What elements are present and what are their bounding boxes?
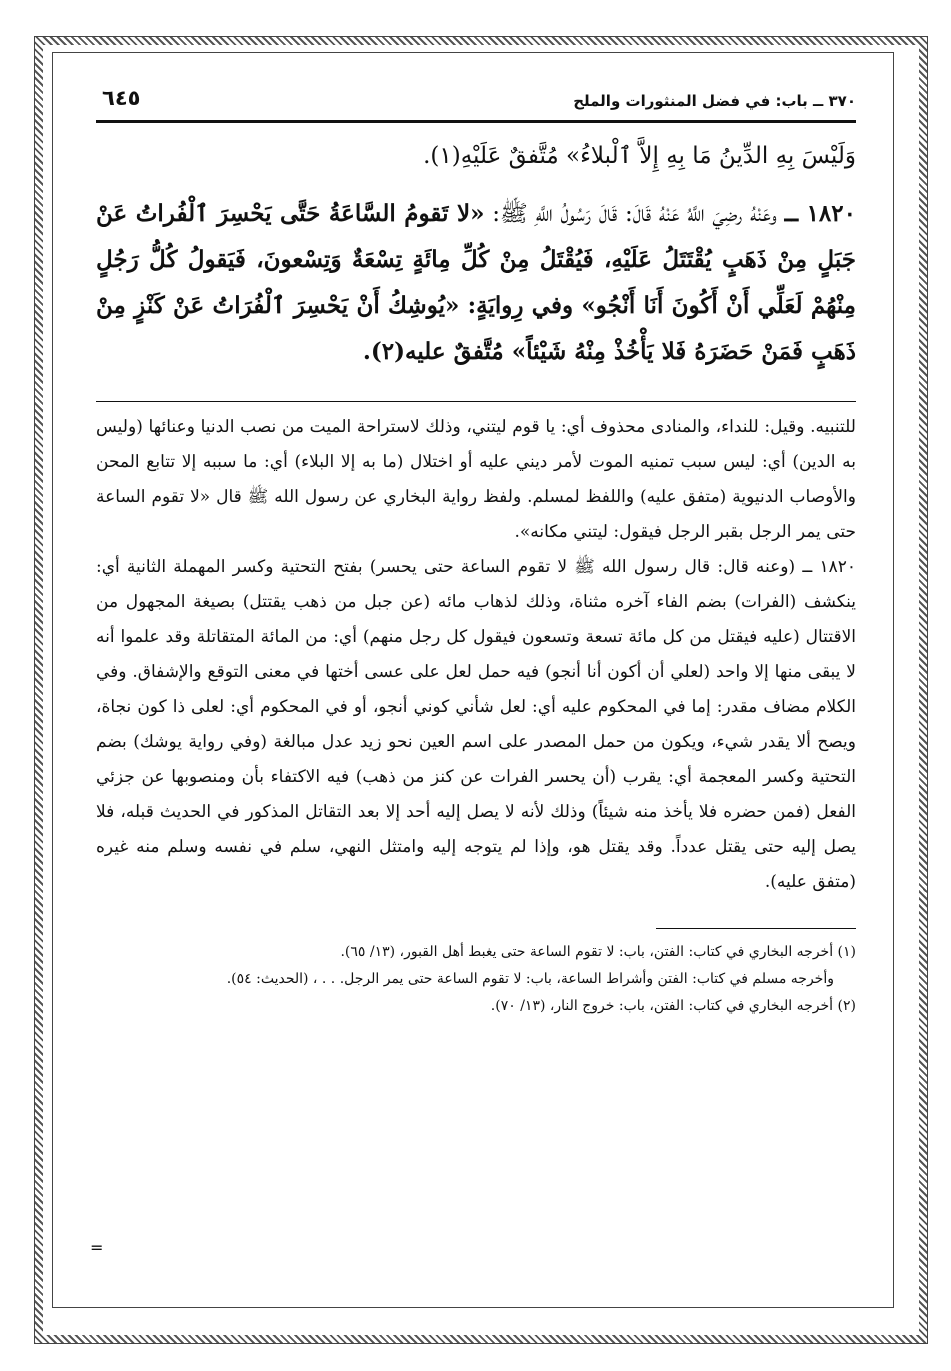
- footnote-1-continued: وأخرجه مسلم في كتاب: الفتن وأشراط الساعة، باب: لا تقوم الساعة حتى يمر الرجل. . . ، (الحديث: ٥٤).: [226, 971, 834, 987]
- commentary-paragraph: ١٨٢٠ ــ (وعنه قال: قال رسول الله ﷺ لا تقوم الساعة حتى يحسر) بفتح التحتية وكسر المهملة الثانية أي: ينكشف (الفرات) بضم الفاء آخره مثناة، وذلك لذهاب مائه (عن جبل من ذهب يقتتل) بصيغة المجهول من الاقتتال (عليه فيقتل من كل مائة تسعة وتسعون فيقول كل رجل منهم) أي: من المائة المتقاتلة وقد علموا أنه لا يبقى منها إلا واحد (لعلي أن أكون أنا أنجو) فيه حمل لعل على عسى أختها في معنى التوقع والإشفاق. وفي الكلام مضاف مقدر: إما في المحكوم عليه أي: لعل شأني كوني أنجو، أو في المحكوم أي: لعلى ذا كون نجاة، ويصح ألا يقدر شيء، ويكون من حمل المصدر على اسم العين نحو زيد عدل مبالغة (وفي رواية يوشك) بضم التحتية وكسر المعجمة أي: يقرب (أن يحسر الفرات عن كنز من ذهب) فيه الاكتفاء بأن ومنصوبها عن جزئي الفعل (فمن حضره فلا يأخذ منه شيئاً) وذلك لأنه لا يصل إليه أحد إلا بعد التقاتل المذكور في الحديث قبله، فلا يصل إليه حتى يقتل عدداً. وقد يقتل هو، وإذا لم يتوجه إليه وامتثل النهي، سلم في نفسه وسلم منه غيره (متفق عليه).: [96, 557, 856, 892]
- footnote-2: (٢) أخرجه البخاري في كتاب: الفتن، باب: خروج النار، (١٣/ ٧٠).: [490, 998, 856, 1014]
- hadith-intro: وعَنْهُ رضِيَ اللَّهُ عَنْهُ قَالَ: قَالَ رَسُولُ اللَّهِ ﷺ:: [492, 201, 777, 227]
- page-content: [96, 80, 856, 1310]
- hadith-number: ١٨٢٠ ــ: [784, 200, 856, 227]
- footnotes: [96, 939, 856, 1020]
- previous-hadith-continuation: وَلَيْسَ بِهِ الدِّينُ مَا بِهِ إِلاَّ ٱلْبلاءُ» مُتَّفقٌ عَلَيْهِ(١).: [423, 143, 856, 169]
- commentary-separator: [96, 401, 856, 402]
- commentary-paragraph: للتنبيه. وقيل: للنداء، والمنادى محذوف أي: يا قوم ليتني، وذلك لاستراحة الميت من نصب الدنيا وعنائها (وليس به الدين) أي: ليس سبب تمنيه الموت لأمر ديني عليه أو اختلال (ما به إلا البلاء) أي: ما سببه إلا تتابع المحن والأوصاب الدنيوية (متفق عليه) واللفظ لمسلم. ولفظ رواية البخاري عن رسول الله ﷺ قال «لا تقوم الساعة حتى يمر الرجل بقبر الرجل فيقول: ليتني مكانه».: [96, 417, 856, 542]
- running-title: ٣٧٠ ــ باب: في فضل المنثورات والملح: [573, 92, 856, 110]
- hadith-text-block: [96, 133, 856, 375]
- continuation-mark: =: [90, 1238, 104, 1257]
- commentary-block: [96, 410, 856, 900]
- page-header: [96, 80, 856, 123]
- footnote-separator: [656, 928, 856, 929]
- page-number: ٦٤٥: [102, 86, 141, 110]
- footnote-1: (١) أخرجه البخاري في كتاب: الفتن، باب: لا تقوم الساعة حتى يغبط أهل القبور، (١٣/ ٦٥).: [340, 944, 856, 960]
- hadith-1820: [96, 191, 856, 375]
- hadith-body: «لا تَقومُ السَّاعَةُ حَتَّى يَحْسِرَ ٱلْفُراتُ عَنْ جَبَلٍ مِنْ ذَهَبٍ يُقْتَتَلُ عَلَيْهِ، فَيُقْتَلُ مِنْ كُلِّ مِائَةٍ تِسْعَةٌ وَتِسْعونَ، فَيَقولُ كُلُّ رَجُلٍ مِنْهُمْ لَعَلِّي أَنْ أَكُونَ أَنَا أَنْجُو» وفي رِوايَةٍ: «يُوشِكُ أَنْ يَحْسِرَ ٱلْفُرَاتُ عَنْ كَنْزٍ مِنْ ذَهَبٍ فَمَنْ حَضَرَهُ فَلا يَأْخُذْ مِنْهُ شَيْئاً» مُتَّفقٌ عليه(٢).: [96, 200, 856, 365]
